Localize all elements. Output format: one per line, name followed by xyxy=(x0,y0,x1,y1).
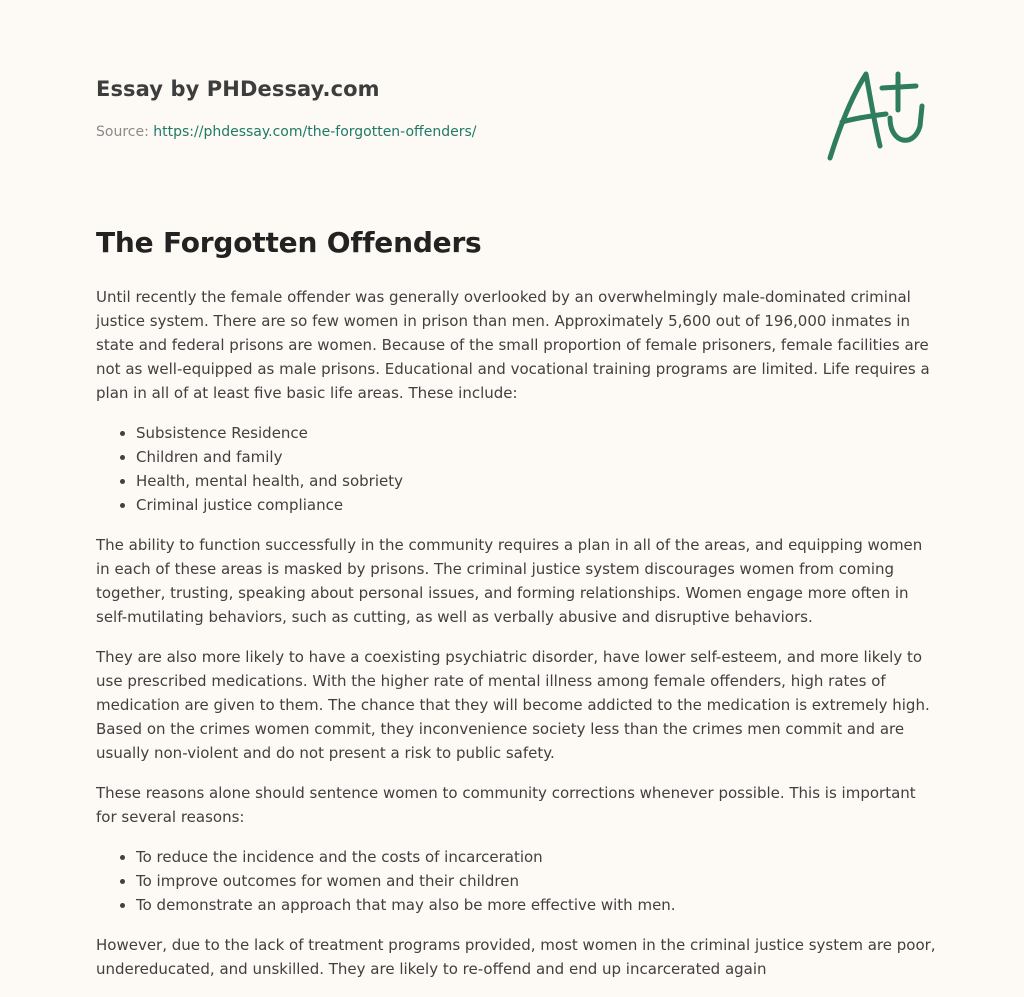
source-label: Source: xyxy=(96,124,154,140)
list-item: • To demonstrate an approach that may also be more effective with men. xyxy=(136,893,936,917)
paragraph-2: The ability to function successfully in the community requires a plan in all of the areas, and equipping women in each of these areas is masked by prisons. The criminal justice system discourages women from coming together, trusting, speaking about personal issues, and forming relationships. Women engage more often in self-mutilating behaviors, such as cutting, as well as verbally abusive and disruptive behaviors. xyxy=(96,536,923,626)
reasons-list xyxy=(96,845,936,917)
source-line xyxy=(96,124,476,140)
essay-body xyxy=(96,285,936,997)
site-brand: Essay by PHDessay.com xyxy=(96,77,380,101)
paragraph-3: They are also more likely to have a coexisting psychiatric disorder, have lower self-esteem, and more likely to use prescribed medications. With the higher rate of mental illness among female offenders, high rates of medication are given to them. The chance that they will become addicted to the medication is extremely high. Based on the crimes women commit, they inconvenience society less than the crimes men commit and are usually non-violent and do not present a risk to public safety. xyxy=(96,648,930,762)
life-areas-list xyxy=(96,421,936,517)
list-item: • To improve outcomes for women and their children xyxy=(136,869,936,893)
list-item: • Subsistence Residence xyxy=(136,421,936,445)
paragraph-5: However, due to the lack of treatment programs provided, most women in the criminal justice system are poor, undereducated, and unskilled. They are likely to re-offend and end up incarcerated again xyxy=(96,936,936,978)
paragraph-1: Until recently the female offender was generally overlooked by an overwhelmingly male-dominated criminal justice system. There are so few women in prison than men. Approximately 5,600 out of 196,000 inmates in state and federal prisons are women. Because of the small proportion of female prisoners, female facilities are not as well-equipped as male prisons. Educational and vocational training programs are limited. Life requires a plan in all of at least five basic life areas. These include: xyxy=(96,288,930,402)
list-item: • Children and family xyxy=(136,445,936,469)
list-item: • Criminal justice compliance xyxy=(136,493,936,517)
page-header xyxy=(96,0,936,200)
essay-title: The Forgotten Offenders xyxy=(96,226,482,259)
paragraph-4: These reasons alone should sentence women to community corrections whenever possible. This is important for several reasons: xyxy=(96,784,916,826)
source-link[interactable]: https://phdessay.com/the-forgotten-offenders/ xyxy=(153,124,477,140)
list-item: • Health, mental health, and sobriety xyxy=(136,469,936,493)
essay-page xyxy=(96,0,936,978)
a-plus-logo-icon xyxy=(826,66,930,166)
list-item: • To reduce the incidence and the costs of incarceration xyxy=(136,845,936,869)
